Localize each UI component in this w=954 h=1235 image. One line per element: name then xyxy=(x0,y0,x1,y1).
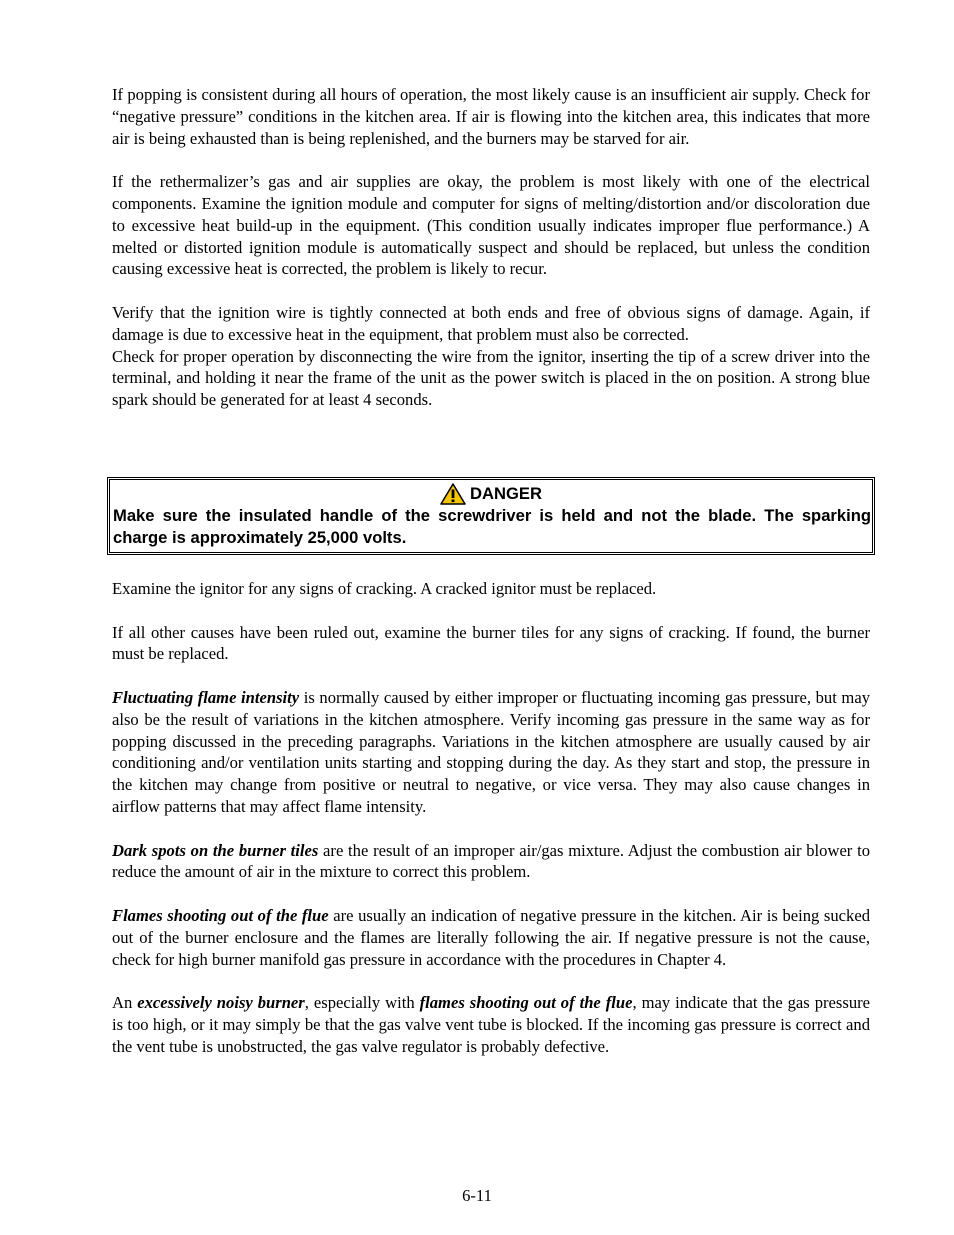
danger-title-row xyxy=(110,483,872,505)
paragraph-dark-spots xyxy=(112,840,870,884)
page-body-top xyxy=(112,84,870,433)
danger-warning-box xyxy=(107,477,875,555)
term-noisy-burner: excessively noisy burner xyxy=(137,993,305,1013)
text-noisy-rest: , may indicate that the gas pressure is too high, or it may simply be that the gas valve vent tube is blocked. If the incoming gas pressure is correct and the vent tube is unobstructed, the gas valve regulator is probably defective. xyxy=(112,993,871,1056)
text-noisy-mid: , especially with xyxy=(304,993,420,1013)
text-dark-spots: are the result of an improper air/gas mixture. Adjust the combustion air blower to reduce the amount of air in the mixture to correct this problem. xyxy=(112,840,870,882)
paragraph-popping: If popping is consistent during all hours of operation, the most likely cause is an insufficient air supply. Check for “negative pressure” conditions in the kitchen area. If air is flowing into the kitchen area, this indicates that more air is being exhausted than is being replenished, and the burners may be starved for air. xyxy=(112,85,870,148)
paragraph-spark-check: Check for proper operation by disconnecting the wire from the ignitor, inserting the tip of a screw driver into the terminal, and holding it near the frame of the unit as the power switch is placed in the on position. A strong blue spark should be generated for at least 4 seconds. xyxy=(112,346,870,410)
text-noisy-pre: An xyxy=(112,993,138,1013)
term-fluctuating-flame: Fluctuating flame intensity xyxy=(112,687,300,707)
paragraph-fluctuating-flame xyxy=(112,687,870,818)
paragraph-ignitor: Examine the ignitor for any signs of cracking. A cracked ignitor must be replaced. xyxy=(112,579,657,598)
term-flames-flue: Flames shooting out of the flue xyxy=(112,905,329,925)
danger-text: Make sure the insulated handle of the screwdriver is held and not the blade. The sparking charge is approximately 25,000 volts. xyxy=(113,506,871,547)
paragraph-electrical: If the rethermalizer’s gas and air supplies are okay, the problem is most likely with one of the electrical components. Examine the ignition module and computer for signs of melting/distortion and/or discoloration due to excessive heat build-up in the equipment. (This condition usually indicates improper flue performance.) A melted or distorted ignition module is automatically suspect and should be replaced, but unless the condition causing excessive heat is corrected, the problem is likely to recur. xyxy=(112,172,870,279)
paragraph-flames-flue xyxy=(112,905,870,970)
page-body-bottom xyxy=(112,578,870,1079)
paragraph-noisy-burner xyxy=(112,992,870,1057)
paragraph-burner-tiles: If all other causes have been ruled out, examine the burner tiles for any signs of cracking. If found, the burner must be replaced. xyxy=(112,622,870,664)
term-dark-spots: Dark spots on the burner tiles xyxy=(112,840,319,860)
text-flames-flue: are usually an indication of negative pressure in the kitchen. Air is being sucked out of the burner enclosure and the flames are literally following the air. If negative pressure is not the cause, check for high burner manifold gas pressure in accordance with the procedures in Chapter 4. xyxy=(112,905,870,969)
text-fluctuating-flame: is normally caused by either improper or fluctuating incoming gas pressure, but may also be the result of variations in the kitchen atmosphere. Verify incoming gas pressure in the same way as for popping discussed in the preceding paragraphs. Variations in the kitchen atmosphere are usually caused by air conditioning and/or ventilation units starting and stopping during the day. As they start and stop, the pressure in the kitchen may change from positive or neutral to negative, or vice versa. They may also cause changes in airflow patterns that may affect flame intensity. xyxy=(112,687,870,816)
warning-triangle-icon xyxy=(440,483,466,505)
paragraph-ignition-wire: Verify that the ignition wire is tightly connected at both ends and free of obvious signs of damage. Again, if damage is due to excessive heat in the equipment, that problem must also be corrected. xyxy=(112,302,870,344)
term-flames-flue-2: flames shooting out of the flue xyxy=(419,993,633,1013)
page-number: 6-11 xyxy=(462,1186,492,1205)
danger-title: DANGER xyxy=(470,484,542,503)
